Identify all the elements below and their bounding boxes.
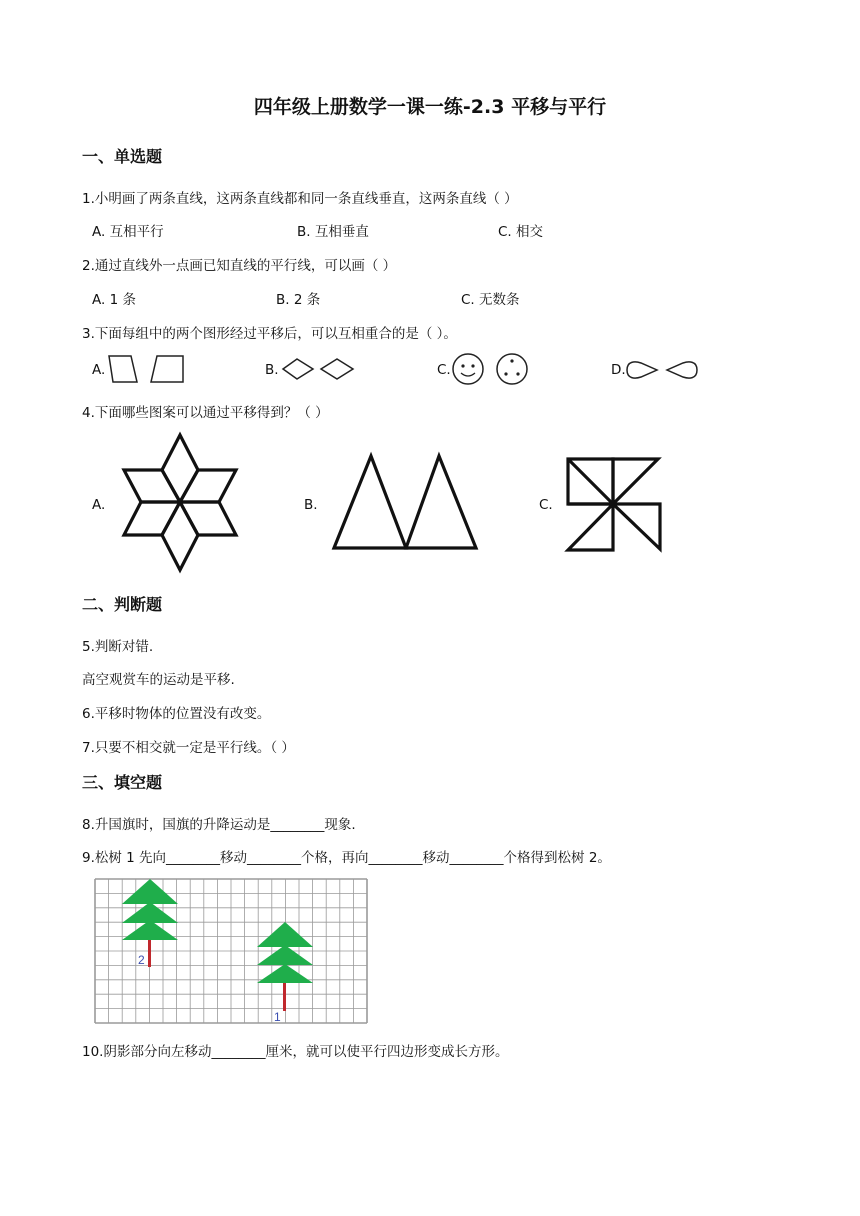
question-1-text: 1.小明画了两条直线，这两条直线都和同一条直线垂直，这两条直线（ ） (82, 191, 518, 207)
pine-tree-1 (257, 922, 313, 1011)
tree-label-2: 2 (138, 953, 145, 967)
question-2-option-c[interactable]: C. 无数条 (461, 292, 520, 308)
question-9-text: 9.松树 1 先向________移动________个格，再向________移动________个格得到松树 2。 (82, 850, 611, 866)
question-8-text: 8.升国旗时，国旗的升降运动是________现象. (82, 817, 356, 833)
tree-label-1: 1 (274, 1010, 281, 1024)
section-heading-true-false: 二、判断题 (82, 595, 163, 614)
question-4-option-c[interactable]: C. (539, 497, 553, 513)
question-4-option-b[interactable]: B. (304, 497, 318, 513)
question-5-text: 5.判断对错. (82, 639, 154, 655)
question-3-option-b[interactable]: B. (265, 362, 279, 378)
smiley-face-pair-figure (450, 353, 534, 387)
pine-tree-grid-figure (94, 878, 368, 1024)
question-5-statement: 高空观赏车的运动是平移. (82, 672, 235, 688)
question-3-option-a[interactable]: A. (92, 362, 106, 378)
page-title: 四年级上册数学一课一练-2.3 平移与平行 (253, 96, 607, 118)
question-6-text: 6.平移时物体的位置没有改变。 (82, 706, 271, 722)
trapezoid-pair-figure (105, 354, 190, 386)
question-1-option-b[interactable]: B. 互相垂直 (297, 224, 369, 240)
question-1-option-c[interactable]: C. 相交 (498, 224, 544, 240)
question-2-option-b[interactable]: B. 2 条 (276, 292, 321, 308)
question-7-text: 7.只要不相交就一定是平行线。（ ） (82, 740, 295, 756)
rhombus-pair-figure (280, 356, 360, 384)
twin-triangles-figure (319, 448, 491, 560)
question-10-text: 10.阴影部分向左移动________厘米，就可以使平行四边形变成长方形。 (82, 1044, 509, 1060)
six-point-star-figure (107, 432, 253, 574)
pine-tree-2 (122, 879, 178, 967)
question-4-text: 4.下面哪些图案可以通过平移得到？（ ） (82, 405, 329, 421)
question-3-option-d[interactable]: D. (611, 362, 626, 378)
question-1-option-a[interactable]: A. 互相平行 (92, 224, 164, 240)
question-4-option-a[interactable]: A. (92, 497, 106, 513)
section-heading-single-choice: 一、单选题 (82, 147, 163, 166)
question-2-text: 2.通过直线外一点画已知直线的平行线，可以画（ ） (82, 258, 397, 274)
section-heading-fill-blank: 三、填空题 (82, 773, 163, 792)
question-3-option-c[interactable]: C. (437, 362, 451, 378)
question-3-text: 3.下面每组中的两个图形经过平移后，可以互相重合的是（ ）。 (82, 326, 457, 342)
pinwheel-figure (556, 446, 680, 564)
question-2-option-a[interactable]: A. 1 条 (92, 292, 136, 308)
teardrop-pair-figure (625, 358, 703, 384)
